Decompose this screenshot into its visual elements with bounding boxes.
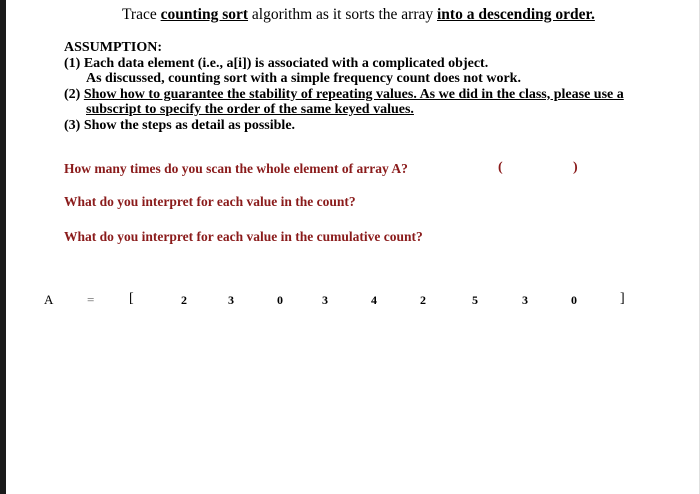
answer-close-paren: )	[573, 160, 578, 175]
answer-open-paren: (	[498, 160, 503, 175]
array-element: 2	[181, 293, 187, 307]
title-prefix: Trace	[122, 6, 161, 23]
array-element: 3	[322, 293, 328, 307]
assumption-item-2-text-cont: subscript to specify the order of the same keyed values.	[86, 102, 414, 117]
array-element: 0	[571, 293, 577, 307]
question-cumulative-meaning: What do you interpret for each value in the cumulative count?	[64, 229, 423, 244]
array-close-bracket: ]	[620, 291, 625, 306]
assumption-item-2-text: Show how to guarantee the stability of repeating values. As we did in the class, please use a	[83, 86, 624, 102]
assumption-item-1-cont: As discussed, counting sort with a simple frequency count does not work.	[86, 71, 521, 86]
array-element: 3	[522, 293, 528, 307]
array-element: 5	[472, 293, 478, 307]
assumption-item-2-number: (2)	[64, 86, 84, 102]
assumption-item-3: (3) Show the steps as detail as possible.	[64, 117, 296, 133]
title-middle: algorithm as it sorts the array	[248, 6, 437, 23]
array-element: 0	[277, 293, 283, 307]
array-element: 2	[420, 293, 426, 307]
assumption-item-1: (1) Each data element (i.e., a[i]) is associated with a complicated object.	[64, 55, 489, 71]
array-name: A	[44, 292, 54, 307]
assumption-block	[64, 40, 694, 133]
title-emph-counting-sort: counting sort	[160, 6, 249, 23]
question-count-meaning: What do you interpret for each value in the count?	[64, 194, 356, 209]
problem-title	[122, 6, 595, 24]
array-element: 3	[228, 293, 234, 307]
array-element: 4	[371, 293, 377, 307]
assumption-item-2-cont	[64, 102, 694, 118]
array-equals: =	[87, 292, 95, 307]
question-scan-count: How many times do you scan the whole element of array A?	[64, 161, 408, 176]
assumption-heading: ASSUMPTION:	[64, 40, 163, 55]
title-emph-descending: into a descending order.	[437, 6, 595, 23]
array-open-bracket: [	[129, 291, 134, 306]
assumption-item-2	[64, 87, 694, 103]
